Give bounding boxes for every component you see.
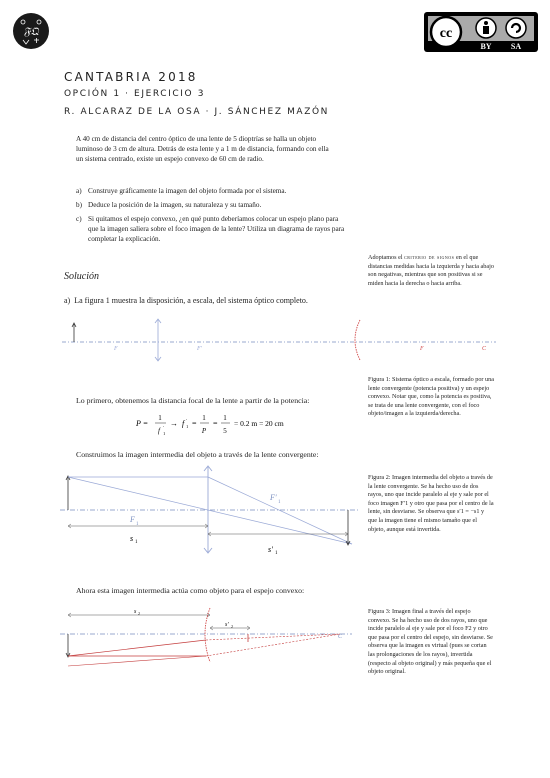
s2-label: s [134,609,137,615]
note-highlight: criterio de signos [404,254,455,261]
solution-part-a [64,296,308,305]
s2-sub: 2 [138,611,140,616]
problem-item-b [76,200,346,210]
eq-lhs: P = [136,419,149,428]
eq-d3: 5 [223,427,227,435]
figure-1-diagram [60,316,500,362]
f1-prime-sub: 1 [278,500,281,505]
eq-d1-sub: 1 [163,431,166,436]
document-title: CANTABRIA 2018 [64,70,198,84]
eq-n2: 1 [202,414,206,422]
figure-1-caption: Figura 1: Sistema óptico a escala, formado por una lente convergente (potencia positiva) y un espejo convexo. Notar que, como la potencia es positiva, se trata de una lente convergente, con el foco objeto/imagen a la izquierda/derecha. [368,376,494,418]
solution-heading: Solución [64,271,99,282]
note-text: Adoptamos el [368,254,405,261]
eq-mid-sub: 1 [186,424,189,429]
cc-license-badge [424,12,538,52]
item-text: Deduce la posición de la imagen, su naturaleza y su tamaño. [88,201,262,209]
eq-mid-sup: ′ [186,418,187,423]
s2-prime-sub: 2 [231,624,233,629]
svg-text:𝔉𝔔: 𝔉𝔔 [23,26,39,38]
s1-prime-sub: 1 [275,551,278,556]
eq-mid: f [182,419,185,428]
item-label: a) [76,187,82,195]
eq-equals-2: = [213,419,218,428]
item-label: c) [76,215,82,223]
eq-equals: = [192,419,197,428]
f1-sub: 1 [136,522,139,527]
eq-arrow: → [170,419,178,428]
focal-intro: Lo primero, obtenemos la distancia focal de la lente a partir de la potencia: [76,396,310,405]
exercise-subtitle: OPCIÓN 1 · EJERCICIO 3 [64,89,206,99]
f1-label: F [114,346,118,352]
authors-line: R. ALCARAZ DE LA OSA · J. SÁNCHEZ MAZÓN [64,107,329,117]
eq-d1-sup: ′ [163,425,164,430]
figure-3-diagram [60,604,356,668]
item-text: Si quitamos el espejo convexo, ¿en qué punto deberíamos colocar un espejo plano para que la imagen saliera sobre el foco imagen de la lente? Utiliza un diagrama de rayos para completar la explicación. [88,215,345,243]
s2-prime-label: s′ [225,622,229,628]
step-lens-text: Construimos la imagen intermedia del objeto a través de la lente convergente: [76,450,319,459]
cc-sa-label: SA [510,42,522,51]
eq-d2: P [201,427,207,435]
c-label: C [338,634,343,640]
s1-label: s [130,534,134,543]
part-label: a) [64,296,71,305]
problem-item-c [76,214,346,244]
problem-item-a [76,186,346,196]
figure-3-caption: Figura 3: Imagen final a través del espejo convexo. Se ha hecho uso de dos rayos, uno que incide paralelo al eje y sale por el foco F2 y otro que pasa por el centro del espejo, sin desviarse. Se observa que la imagen es virtual (pues se cortan las prolongaciones de los rayos), invertida (respecto al objeto original) y más pequeña que el objeto original. [368,608,493,676]
s1-sub: 1 [135,540,138,545]
f1-prime-label: F′ [197,346,202,352]
eq-n1: 1 [158,414,162,422]
f2-label: F [420,346,424,352]
sign-convention-note [368,254,494,288]
focal-equation [132,408,302,442]
university-logo-icon [12,12,50,50]
eq-result: = 0.2 m = 20 cm [234,419,284,428]
note-text: en el que distancias medidas hacia la izquierda y hacia abajo son negativas, mientras que son positivas si se miden hacia la derecha o hacia arriba. [368,254,494,287]
cc-by-label: BY [480,42,492,51]
eq-d1: f [158,427,160,435]
problem-statement: A 40 cm de distancia del centro óptico de una lente de 5 dioptrías se halla un objeto luminoso de 3 cm de altura. Detrás de esta lente y a 1 m de distancia, formando con ella un sistema centrado, existe un espejo convexo de 60 cm de radio. [76,135,329,163]
item-text: Construye gráficamente la imagen del objeto formada por el sistema. [88,187,287,195]
figure-2-caption: Figura 2: Imagen intermedia del objeto a través de la lente convergente. Se ha hecho uso de dos rayos, uno que incide paralelo al eje y sale por el foco imagen F′1 y otro que pasa por el centro de la lente, sin desviarse. Se observa que s′1 = −s1 y que la imagen tiene el mismo tamaño que el objeto, aunque está invertida. [368,474,494,533]
s1-prime-label: s′ [268,545,273,554]
eq-n3: 1 [223,414,227,422]
f1-label: F [130,515,135,524]
c-label: C [482,346,487,352]
figure-2-diagram [60,464,360,556]
item-label: b) [76,201,82,209]
cc-text: cc [439,26,453,41]
part-text: La figura 1 muestra la disposición, a escala, del sistema óptico completo. [74,296,308,305]
f1-prime-label: F′ [270,493,277,502]
step-mirror-text: Ahora esta imagen intermedia actúa como objeto para el espejo convexo: [76,586,305,595]
